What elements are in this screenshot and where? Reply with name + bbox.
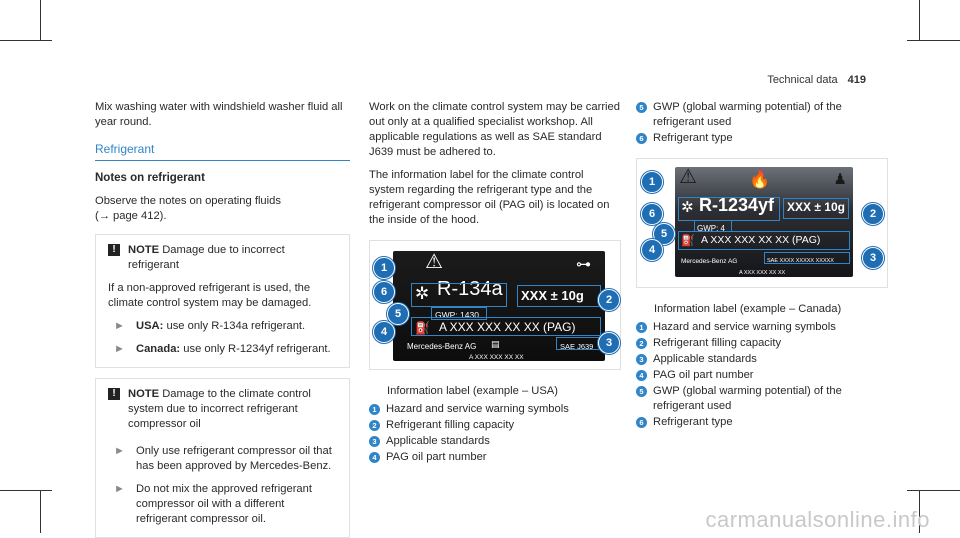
number-badge: 4 bbox=[636, 370, 647, 381]
callout-5: 5 bbox=[387, 303, 409, 325]
crop-mark bbox=[40, 0, 41, 40]
notice-box-2 bbox=[95, 378, 350, 538]
arrow-right-icon: ► bbox=[114, 483, 125, 495]
column-middle bbox=[369, 100, 621, 466]
arrow-right-icon: ► bbox=[114, 320, 125, 332]
legend-list bbox=[369, 402, 621, 465]
list-item bbox=[369, 418, 621, 433]
number-badge: 4 bbox=[369, 452, 380, 463]
maker-name: Mercedes-Benz AG bbox=[407, 342, 477, 351]
info-label-image bbox=[393, 251, 605, 361]
list-item-text: Refrigerant filling capacity bbox=[386, 419, 515, 431]
number-badge: 3 bbox=[369, 436, 380, 447]
hazard-icon: ⚠ bbox=[425, 251, 443, 273]
number-badge: 3 bbox=[636, 354, 647, 365]
filling-capacity: XXX ± 10g bbox=[787, 200, 845, 214]
list-item bbox=[636, 368, 888, 383]
watermark: carmanualsonline.info bbox=[705, 507, 930, 532]
list-item bbox=[108, 444, 337, 474]
notice-title-text: Damage due to incorrect refrigerant bbox=[128, 244, 285, 271]
oil-icon: ⛽ bbox=[681, 235, 695, 247]
section-title: Refrigerant bbox=[95, 142, 350, 161]
info-label-image bbox=[675, 167, 853, 277]
sae-standard: SAE XXXX XXXXX XXXXX bbox=[767, 258, 834, 264]
crop-mark bbox=[907, 490, 960, 491]
page-header bbox=[767, 73, 866, 88]
figure-canada bbox=[636, 158, 888, 288]
callout-4: 4 bbox=[641, 239, 663, 261]
callout-6: 6 bbox=[641, 203, 663, 225]
bullet-key: USA: bbox=[136, 320, 164, 332]
refrigerant-type: R-1234yf bbox=[699, 195, 775, 215]
arrow-right-icon: ► bbox=[114, 445, 125, 457]
pag-part-number: A XXX XXX XX XX (PAG) bbox=[439, 320, 576, 334]
notice-body: If a non-approved refrigerant is used, the climate control system may be damaged. bbox=[108, 282, 312, 309]
hazard-icon: ⚠ bbox=[679, 166, 697, 188]
number-badge: 1 bbox=[369, 404, 380, 415]
refrigerant-icon: ✲ bbox=[415, 284, 430, 303]
list-item bbox=[108, 342, 337, 357]
list-item bbox=[369, 450, 621, 465]
notice-box-1 bbox=[95, 234, 350, 368]
list-item-text: Hazard and service warning symbols bbox=[386, 403, 569, 415]
bullet-text: use only R-134a refrigerant. bbox=[166, 320, 306, 332]
crop-mark bbox=[919, 0, 920, 40]
list-item bbox=[108, 482, 337, 527]
list-item-text: GWP (global warming potential) of the refrigerant used bbox=[653, 101, 842, 128]
pag-part-number: A XXX XXX XX XX (PAG) bbox=[701, 234, 821, 246]
service-person-icon: ♟ bbox=[833, 171, 847, 188]
highlight-box bbox=[411, 278, 507, 307]
number-badge: 6 bbox=[636, 417, 647, 428]
crop-mark bbox=[907, 40, 960, 41]
figure-caption: Information label (example – Canada) bbox=[654, 303, 842, 315]
sub-text: Observe the notes on operating fluids bbox=[95, 195, 281, 207]
label-part-number: A XXX XXX XX XX bbox=[469, 354, 524, 361]
list-item bbox=[636, 100, 888, 130]
crop-mark bbox=[0, 490, 52, 491]
label-part-number: A XXX XXX XX XX bbox=[739, 270, 786, 276]
highlight-box bbox=[694, 220, 732, 232]
number-badge: 2 bbox=[369, 420, 380, 431]
list-item bbox=[636, 320, 888, 335]
bullet-text: Only use refrigerant compressor oil that has been approved by Mercedes-Benz. bbox=[136, 445, 332, 472]
callout-2: 2 bbox=[598, 289, 620, 311]
refrigerant-icon: ✲ bbox=[681, 199, 694, 216]
figure-caption: Information label (example – USA) bbox=[387, 385, 558, 397]
list-item bbox=[636, 384, 888, 414]
list-item-text: PAG oil part number bbox=[386, 451, 487, 463]
callout-6: 6 bbox=[373, 281, 395, 303]
maker-name: Mercedes-Benz AG bbox=[681, 258, 738, 265]
callout-4: 4 bbox=[373, 321, 395, 343]
gwp-value: GWP: 4 bbox=[697, 224, 726, 233]
gwp-value: GWP: 1430 bbox=[435, 310, 479, 320]
crop-mark bbox=[0, 40, 52, 41]
list-item bbox=[369, 434, 621, 449]
list-item-text: Refrigerant filling capacity bbox=[653, 337, 782, 349]
warning-icon: ! bbox=[108, 388, 120, 400]
flame-icon: 🔥 bbox=[749, 170, 771, 189]
highlight-box bbox=[517, 285, 601, 307]
list-item-text: Applicable standards bbox=[386, 435, 490, 447]
highlight-box bbox=[783, 198, 849, 219]
sae-standard: SAE J639 bbox=[560, 342, 594, 351]
list-item bbox=[636, 131, 888, 146]
number-badge: 1 bbox=[636, 322, 647, 333]
list-item bbox=[636, 415, 888, 430]
arrow-right-icon: ► bbox=[114, 343, 125, 355]
oil-icon: ⛽ bbox=[415, 321, 430, 335]
notice-title: NOTE bbox=[128, 244, 160, 256]
highlight-box bbox=[431, 307, 487, 320]
service-icon: ⊶ bbox=[576, 256, 591, 273]
callout-1: 1 bbox=[641, 171, 663, 193]
refrigerant-type: R-134a bbox=[437, 278, 503, 300]
bullet-key: Canada: bbox=[136, 343, 181, 355]
callout-1: 1 bbox=[373, 257, 395, 279]
highlight-box bbox=[678, 197, 780, 221]
page-number: 419 bbox=[847, 74, 866, 86]
list-item-text: PAG oil part number bbox=[653, 369, 754, 381]
list-item-text: Refrigerant type bbox=[653, 132, 733, 144]
list-item-text: Refrigerant type bbox=[653, 416, 733, 428]
notice-title-text: Damage to the climate control system due to incorrect refrigerant compressor oil bbox=[128, 388, 311, 430]
number-badge: 6 bbox=[636, 133, 647, 144]
highlight-box bbox=[678, 231, 850, 250]
manual-icon: ▤ bbox=[491, 339, 500, 349]
callout-2: 2 bbox=[862, 203, 884, 225]
column-left bbox=[95, 100, 350, 538]
highlight-box bbox=[556, 337, 602, 350]
crop-mark bbox=[40, 490, 41, 533]
filling-capacity: XXX ± 10g bbox=[521, 288, 584, 303]
number-badge: 5 bbox=[636, 102, 647, 113]
bullet-text: use only R-1234yf refrigerant. bbox=[183, 343, 331, 355]
legend-list-top bbox=[636, 100, 888, 146]
callout-5: 5 bbox=[653, 223, 675, 245]
number-badge: 5 bbox=[636, 386, 647, 397]
page-ref-link[interactable]: (→ page 412). bbox=[95, 210, 167, 222]
header-section: Technical data bbox=[767, 74, 838, 86]
list-item bbox=[108, 319, 337, 334]
list-item-text: GWP (global warming potential) of the refrigerant used bbox=[653, 385, 842, 412]
column-right bbox=[636, 100, 888, 431]
legend-list bbox=[636, 320, 888, 430]
warning-icon: ! bbox=[108, 244, 120, 256]
list-item-text: Applicable standards bbox=[653, 353, 757, 365]
paragraph: Work on the climate control system may be carried out only at a qualified specialist workshop. All applicable regulations as well as SAE standard J639 must be adhered to. bbox=[369, 101, 620, 158]
subheading: Notes on refrigerant bbox=[95, 172, 205, 184]
intro-text: Mix washing water with windshield washer fluid all year round. bbox=[95, 101, 343, 128]
list-item bbox=[369, 402, 621, 417]
paragraph: The information label for the climate control system regarding the refrigerant type and the refrigerant compressor oil (PAG oil) is located on the inside of the hood. bbox=[369, 169, 610, 226]
list-item-text: Hazard and service warning symbols bbox=[653, 321, 836, 333]
callout-3: 3 bbox=[862, 247, 884, 269]
bullet-text: Do not mix the approved refrigerant compressor oil with a different refrigerant compressor oil. bbox=[136, 483, 312, 525]
notice-title: NOTE bbox=[128, 388, 160, 400]
highlight-box bbox=[764, 252, 850, 264]
number-badge: 2 bbox=[636, 338, 647, 349]
callout-3: 3 bbox=[598, 332, 620, 354]
list-item bbox=[636, 336, 888, 351]
list-item bbox=[636, 352, 888, 367]
figure-usa bbox=[369, 240, 621, 370]
